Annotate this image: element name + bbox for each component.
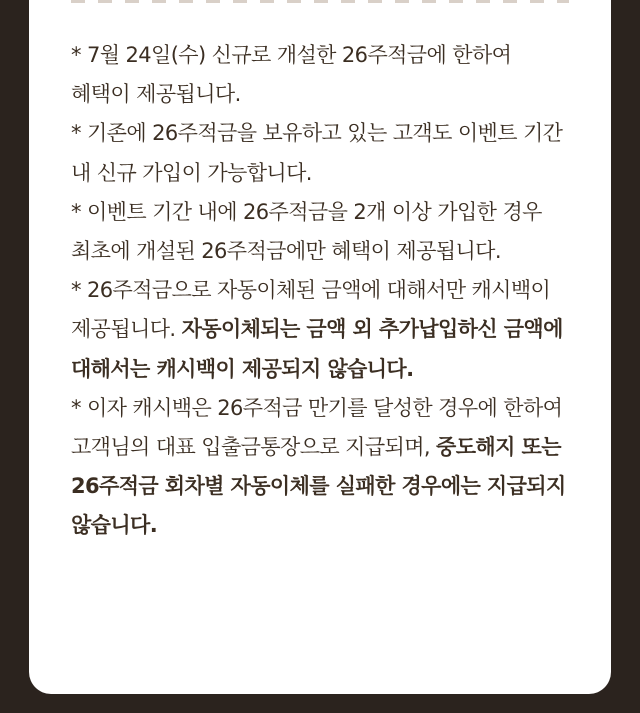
notice-text: * 이자 캐시백은 26주적금 만기를 달성한 경우에 한하여 고객님의 대표 입출금통장으로 지급되며, bbox=[71, 395, 563, 460]
notice-text: * 26주적금으로 자동이체된 금액에 대해서만 캐시백이 제공됩니다. bbox=[71, 278, 551, 342]
notice-text: * 기존에 26주적금을 보유하고 있는 고객도 이벤트 기간 내 신규 가입이 가능합니다. bbox=[71, 121, 563, 185]
notice-text: * 7월 24일(수) 신규로 개설한 26주적금에 한하여 혜택이 제공됩니다. bbox=[71, 43, 512, 107]
notice-emphasis: 중도해지 또는 26주적금 회차별 자동이체를 실패한 경우에는 지급되지 않습니다. bbox=[71, 435, 566, 538]
notice-item-2 bbox=[71, 114, 571, 192]
notice-card bbox=[29, 0, 611, 694]
notice-item-3 bbox=[71, 193, 571, 271]
dashed-divider bbox=[71, 0, 569, 3]
notice-item-5 bbox=[71, 389, 571, 546]
notice-item-1 bbox=[71, 36, 571, 114]
notice-text: * 이벤트 기간 내에 26주적금을 2개 이상 가입한 경우 최초에 개설된 26주적금에만 혜택이 제공됩니다. bbox=[71, 199, 542, 264]
notice-item-4 bbox=[71, 271, 571, 389]
notice-list bbox=[71, 36, 571, 546]
notice-emphasis: 자동이체되는 금액 외 추가납입하신 금액에 대해서는 캐시백이 제공되지 않습니다. bbox=[71, 317, 563, 381]
